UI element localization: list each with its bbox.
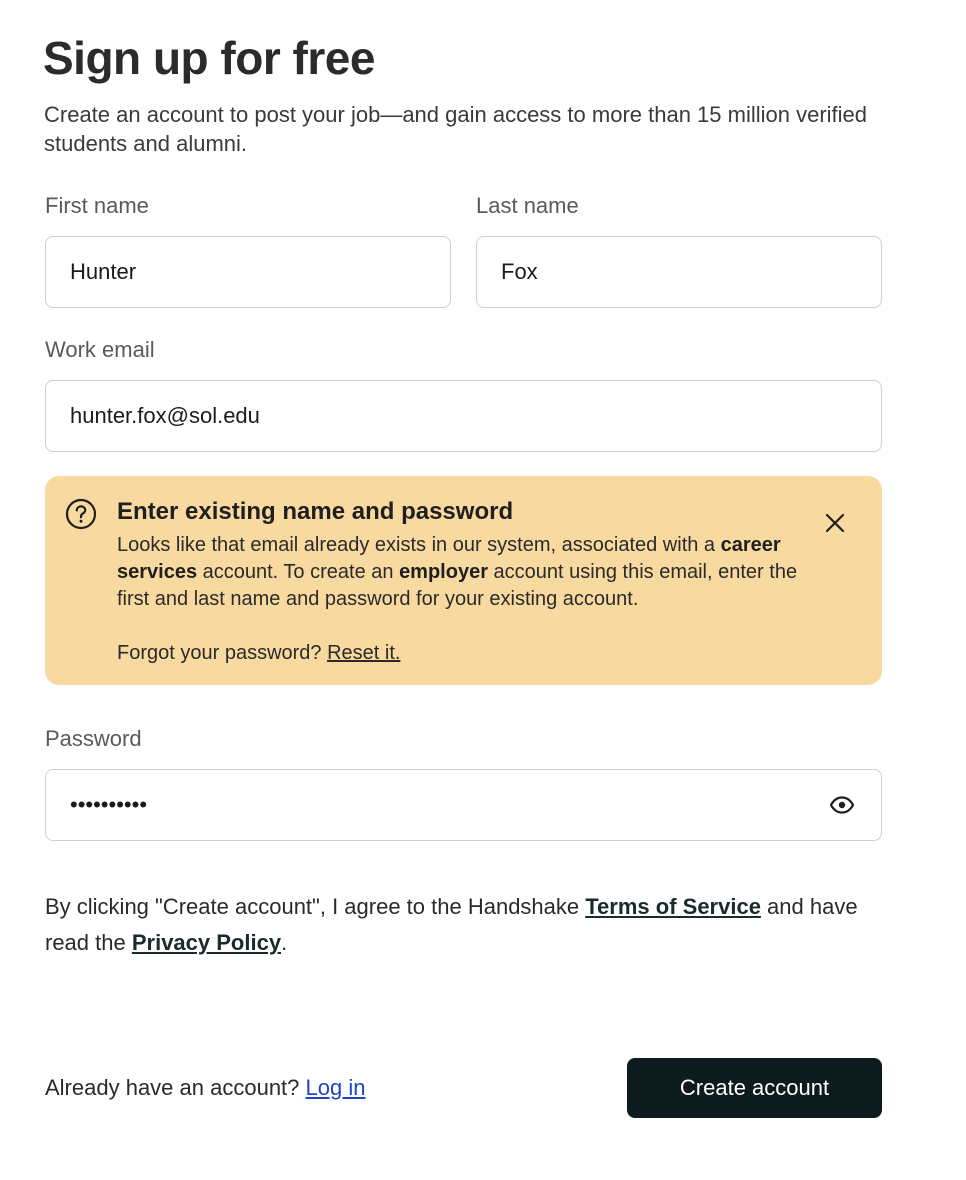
last-name-input-box[interactable] — [476, 236, 882, 308]
work-email-field — [45, 336, 882, 452]
alert-body — [117, 496, 807, 667]
terms-middle: and have read the — [45, 894, 858, 955]
forgot-password-prefix: Forgot your password? — [117, 642, 328, 664]
existing-account-alert — [45, 476, 882, 685]
password-input-box[interactable] — [45, 769, 882, 841]
first-name-field — [45, 192, 451, 308]
alert-text-part: account. To create an — [197, 561, 400, 583]
create-account-button[interactable]: Create account — [627, 1058, 882, 1118]
alert-bold-employer: employer — [399, 561, 488, 583]
first-name-input-box[interactable] — [45, 236, 451, 308]
eye-icon[interactable] — [829, 792, 855, 818]
alert-message — [117, 532, 807, 613]
password-field — [45, 725, 882, 841]
login-prompt — [45, 1075, 365, 1101]
privacy-policy-link[interactable]: Privacy Policy — [131, 930, 282, 955]
close-icon[interactable] — [824, 512, 846, 534]
first-name-input[interactable] — [70, 259, 426, 285]
terms-prefix: By clicking "Create account", I agree to the Handshake — [45, 894, 586, 919]
alert-title: Enter existing name and password — [117, 498, 514, 525]
last-name-input[interactable] — [501, 259, 857, 285]
terms-of-service-link[interactable]: Terms of Service — [585, 894, 761, 919]
footer-row — [45, 1058, 882, 1118]
terms-text — [45, 889, 882, 961]
last-name-label: Last name — [476, 193, 579, 218]
forgot-password-text — [117, 640, 807, 667]
login-prompt-text: Already have an account? — [45, 1075, 306, 1100]
alert-text-part: Looks like that email already exists in our system, associated with a — [117, 534, 721, 556]
password-input[interactable]: •••••••••• — [70, 792, 148, 817]
page-title: Sign up for free — [43, 32, 375, 84]
first-name-label: First name — [45, 193, 149, 218]
work-email-label: Work email — [45, 337, 155, 362]
last-name-field — [476, 192, 882, 308]
alert-bold-career-services: career services — [117, 534, 781, 583]
signup-page — [43, 30, 882, 1100]
terms-suffix: . — [281, 930, 288, 955]
work-email-input-box[interactable] — [45, 380, 882, 452]
page-subtitle: Create an account to post your job—and gain access to more than 15 million verified students and alumni. — [44, 102, 868, 156]
reset-password-link[interactable]: Reset it. — [327, 642, 401, 664]
alert-text-part: account using this email, enter the first and last name and password for your existing account. — [117, 561, 798, 610]
password-label: Password — [45, 726, 142, 751]
question-circle-icon — [65, 498, 97, 530]
login-link[interactable]: Log in — [305, 1075, 366, 1100]
name-row — [45, 192, 882, 308]
work-email-input[interactable] — [70, 403, 857, 429]
